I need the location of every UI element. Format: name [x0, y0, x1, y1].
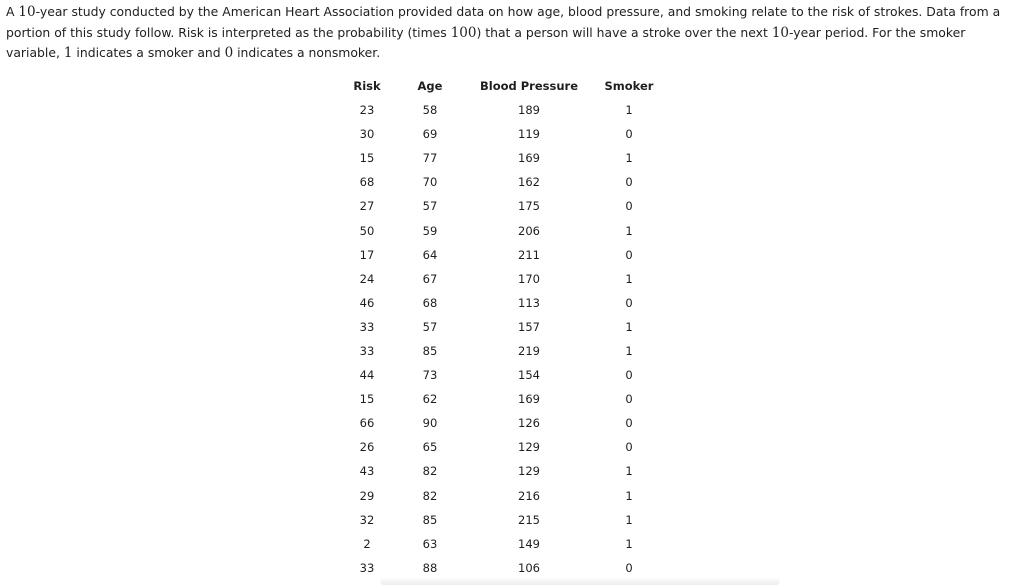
risk-cell: 32 — [359, 512, 375, 527]
smoker-cell: 0 — [625, 416, 633, 431]
table-row — [338, 508, 664, 532]
intro-text: indicates a nonsmoker. — [233, 45, 381, 60]
intro-number: 1 — [63, 45, 73, 61]
risk-cell: 24 — [359, 271, 375, 286]
risk-cell: 2 — [363, 536, 371, 551]
table-row — [338, 194, 664, 218]
table-row — [338, 243, 664, 267]
intro-number: 100 — [450, 24, 477, 41]
blood-pressure-cell: 211 — [518, 247, 540, 262]
age-cell: 58 — [422, 103, 438, 118]
smoker-cell: 0 — [625, 127, 633, 142]
blood-pressure-cell: 170 — [518, 271, 540, 286]
blood-pressure-cell: 219 — [518, 343, 540, 358]
smoker-cell: 0 — [625, 560, 633, 575]
smoker-cell: 0 — [625, 175, 633, 190]
age-cell: 90 — [422, 416, 438, 431]
blood-pressure-cell: 216 — [518, 488, 540, 503]
smoker-cell: 0 — [625, 247, 633, 262]
age-cell: 70 — [422, 175, 438, 190]
table-header — [338, 74, 664, 98]
smoker-cell: 0 — [625, 440, 633, 455]
table-body — [338, 98, 664, 580]
blood-pressure-cell: 106 — [518, 560, 540, 575]
smoker-cell: 0 — [625, 199, 633, 214]
smoker-cell: 0 — [625, 295, 633, 310]
smoker-cell: 1 — [625, 464, 633, 479]
age-cell: 65 — [422, 440, 438, 455]
risk-cell: 29 — [359, 488, 375, 503]
age-cell: 77 — [422, 151, 438, 166]
risk-cell: 43 — [359, 464, 375, 479]
intro-number: 10 — [18, 4, 36, 20]
blood-pressure-header: Blood Pressure — [480, 79, 578, 93]
smoker-cell: 0 — [625, 392, 633, 407]
blood-pressure-cell: 162 — [518, 175, 540, 190]
table-row — [338, 218, 664, 242]
risk-cell: 50 — [359, 223, 375, 238]
problem-statement — [6, 2, 1012, 64]
risk-cell: 30 — [359, 127, 375, 142]
risk-cell: 33 — [359, 319, 375, 334]
table-row — [338, 484, 664, 508]
age-cell: 73 — [422, 368, 438, 383]
age-cell: 69 — [422, 127, 438, 142]
age-cell: 67 — [422, 271, 438, 286]
age-cell: 68 — [422, 295, 438, 310]
table-row — [338, 315, 664, 339]
risk-cell: 15 — [359, 392, 375, 407]
blood-pressure-cell: 113 — [518, 295, 540, 310]
blood-pressure-cell: 189 — [518, 103, 540, 118]
table-row — [338, 291, 664, 315]
blood-pressure-cell: 149 — [518, 536, 540, 551]
table-row — [338, 532, 664, 556]
age-cell: 64 — [422, 247, 438, 262]
age-cell: 88 — [422, 560, 438, 575]
blood-pressure-cell: 169 — [518, 392, 540, 407]
risk-cell: 26 — [359, 440, 375, 455]
blood-pressure-cell: 175 — [518, 199, 540, 214]
smoker-cell: 1 — [625, 536, 633, 551]
intro-text: A — [6, 4, 19, 19]
blood-pressure-cell: 206 — [518, 223, 540, 238]
smoker-cell: 1 — [625, 151, 633, 166]
age-cell: 57 — [422, 319, 438, 334]
blood-pressure-cell: 169 — [518, 151, 540, 166]
smoker-cell: 1 — [625, 512, 633, 527]
table-row — [338, 98, 664, 122]
stroke-risk-data-table — [338, 74, 664, 580]
age-cell: 82 — [422, 464, 438, 479]
intro-text: -year period. For the smoker variable, — [6, 24, 966, 60]
blood-pressure-cell: 129 — [518, 464, 540, 479]
blood-pressure-cell: 119 — [518, 127, 540, 142]
risk-header: Risk — [353, 79, 381, 93]
risk-cell: 27 — [359, 199, 375, 214]
header-row — [338, 74, 664, 98]
smoker-cell: 1 — [625, 343, 633, 358]
smoker-cell: 1 — [625, 271, 633, 286]
blood-pressure-cell: 126 — [518, 416, 540, 431]
risk-cell: 44 — [359, 368, 375, 383]
intro-number: 10 — [771, 24, 789, 41]
table-row — [338, 459, 664, 483]
blood-pressure-cell: 157 — [518, 319, 540, 334]
table-row — [338, 122, 664, 146]
risk-cell: 33 — [359, 343, 375, 358]
table-row — [338, 411, 664, 435]
smoker-cell: 0 — [625, 368, 633, 383]
smoker-cell: 1 — [625, 103, 633, 118]
table-row — [338, 267, 664, 291]
intro-text: indicates a smoker and — [72, 45, 225, 60]
intro-number: 0 — [224, 45, 234, 61]
risk-cell: 66 — [359, 416, 375, 431]
table-row — [338, 146, 664, 170]
risk-cell: 46 — [359, 295, 375, 310]
age-cell: 82 — [422, 488, 438, 503]
age-cell: 85 — [422, 343, 438, 358]
smoker-header: Smoker — [604, 79, 654, 93]
blood-pressure-cell: 154 — [518, 368, 540, 383]
table-row — [338, 339, 664, 363]
blood-pressure-cell: 129 — [518, 440, 540, 455]
age-cell: 85 — [422, 512, 438, 527]
age-cell: 63 — [422, 536, 438, 551]
intro-text: ) that a person will have a stroke over the next — [476, 24, 772, 40]
age-cell: 62 — [422, 392, 438, 407]
smoker-cell: 1 — [625, 223, 633, 238]
table-row — [338, 363, 664, 387]
age-header: Age — [417, 79, 443, 93]
age-cell: 59 — [422, 223, 438, 238]
intro-text: -year study conducted by the American Heart Association provided data on how age, blood pressure, and smoking relate to the risk of strokes. Data from a portion of this study follow. Risk is interpreted as the probability (times — [6, 4, 1001, 40]
table-row — [338, 387, 664, 411]
scroll-shadow — [380, 577, 780, 585]
risk-cell: 17 — [359, 247, 375, 262]
risk-cell: 23 — [359, 103, 375, 118]
blood-pressure-cell: 215 — [518, 512, 540, 527]
table-row — [338, 170, 664, 194]
smoker-cell: 1 — [625, 488, 633, 503]
smoker-cell: 1 — [625, 319, 633, 334]
risk-cell: 15 — [359, 151, 375, 166]
age-cell: 57 — [422, 199, 438, 214]
risk-cell: 68 — [359, 175, 375, 190]
table-row — [338, 435, 664, 459]
risk-cell: 33 — [359, 560, 375, 575]
